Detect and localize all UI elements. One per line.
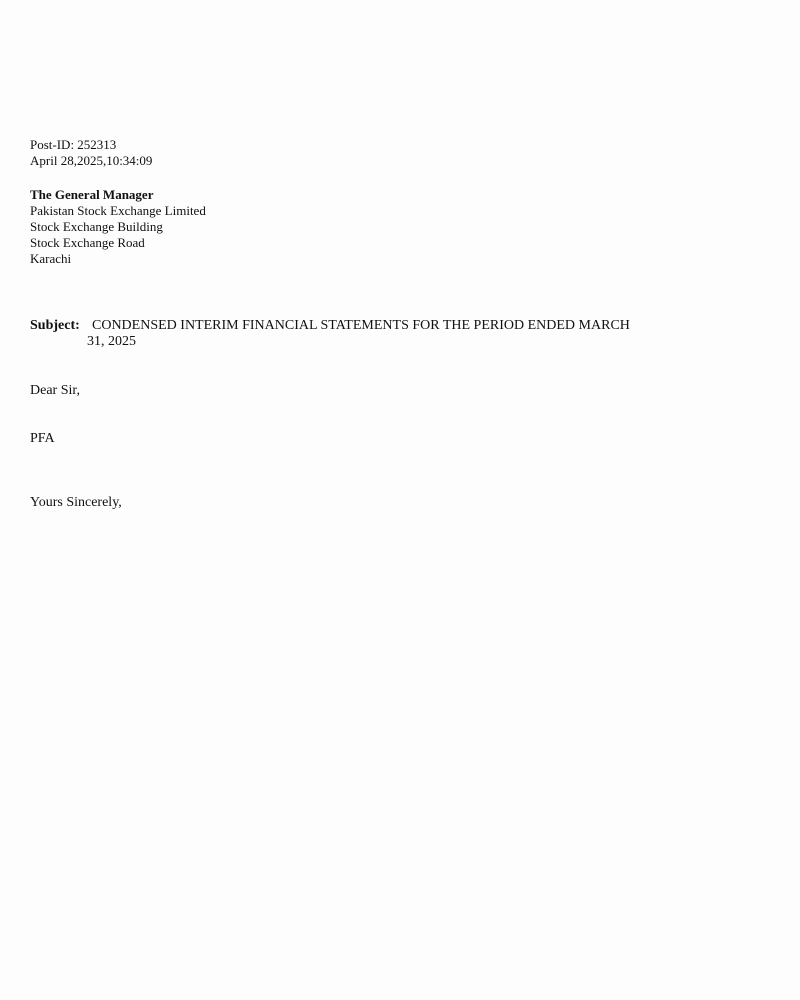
recipient-road: Stock Exchange Road bbox=[30, 235, 145, 250]
letter-body: PFA bbox=[30, 431, 55, 446]
recipient-city: Karachi bbox=[30, 251, 72, 266]
recipient-address bbox=[30, 187, 206, 267]
recipient-organization: Pakistan Stock Exchange Limited bbox=[30, 203, 206, 218]
subject-label: Subject: bbox=[30, 318, 80, 333]
subject-text-line-2: 31, 2025 bbox=[87, 334, 136, 349]
post-id: Post-ID: 252313 bbox=[30, 137, 117, 152]
post-meta bbox=[30, 137, 152, 169]
recipient-title: The General Manager bbox=[30, 187, 154, 202]
salutation: Dear Sir, bbox=[30, 383, 80, 398]
recipient-building: Stock Exchange Building bbox=[30, 219, 163, 234]
closing: Yours Sincerely, bbox=[30, 495, 122, 510]
post-datetime: April 28,2025,10:34:09 bbox=[30, 153, 153, 168]
subject-text-line-1: CONDENSED INTERIM FINANCIAL STATEMENTS FOR THE PERIOD ENDED MARCH bbox=[92, 318, 630, 333]
